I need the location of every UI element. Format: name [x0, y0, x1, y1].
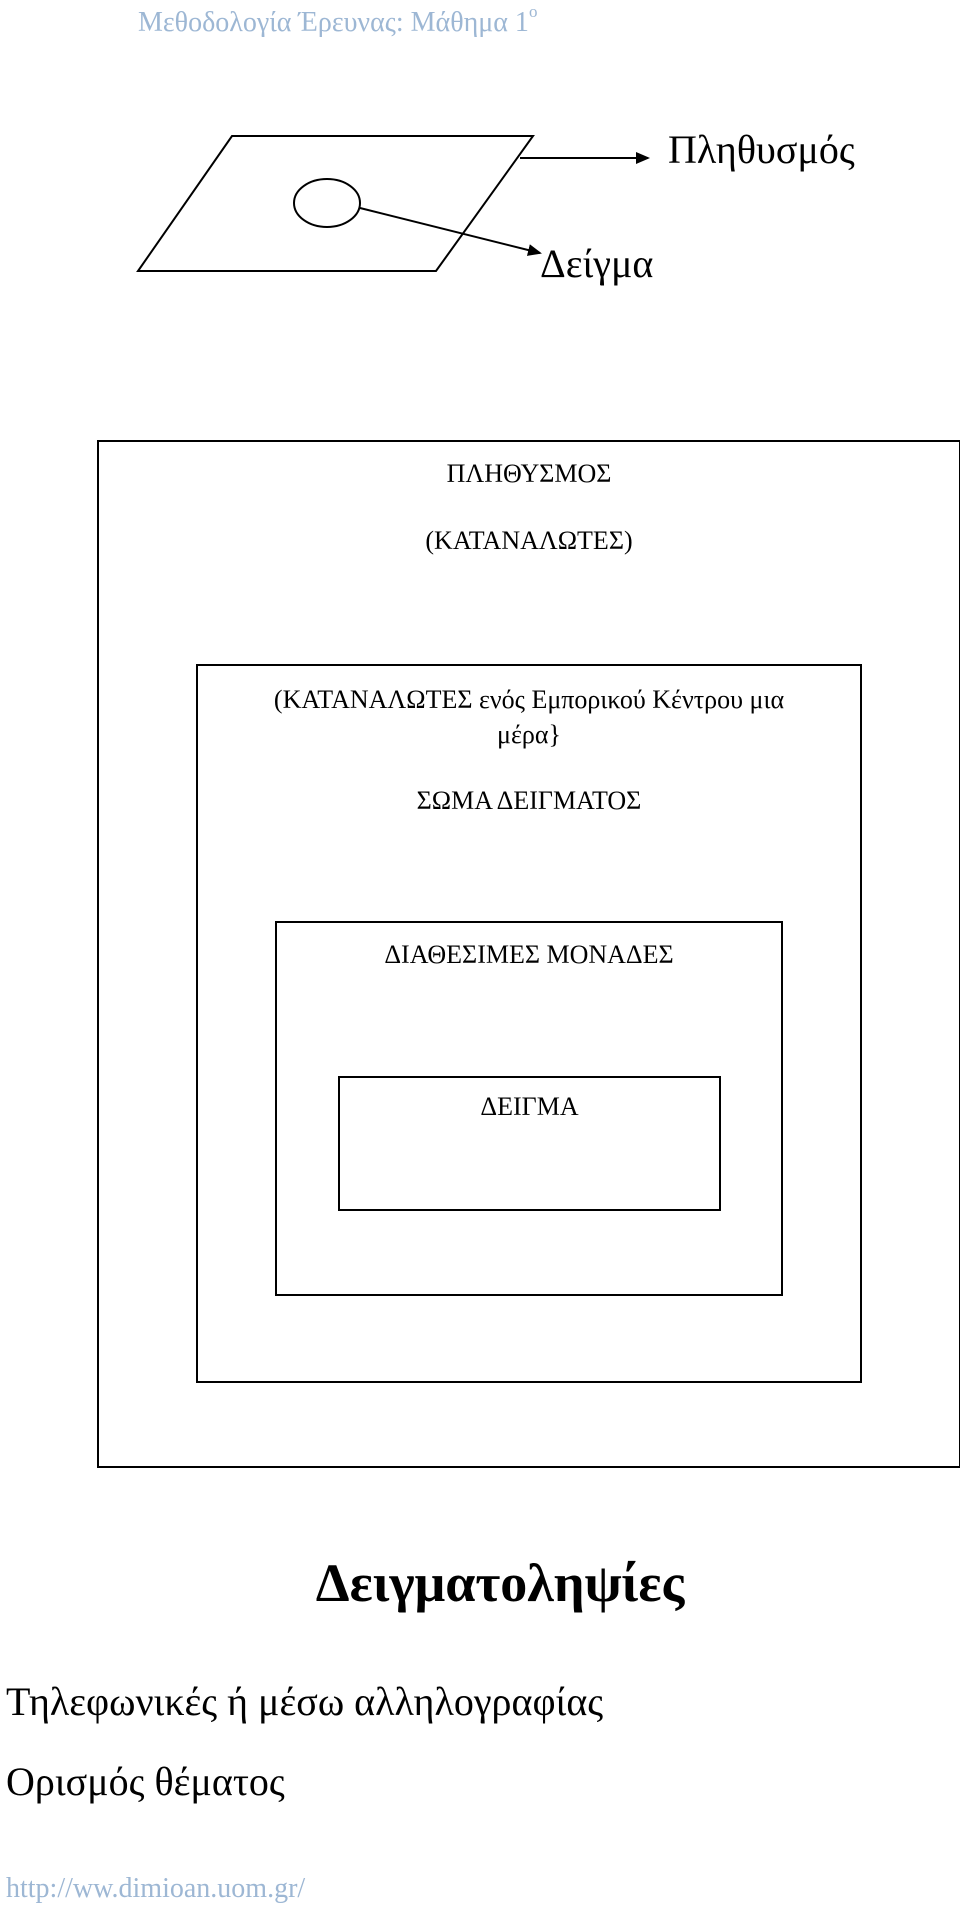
- sample-arrow: [360, 208, 540, 253]
- sample-box: [338, 1076, 721, 1211]
- population-parallelogram: [138, 136, 533, 271]
- sampling-frame-line1: (ΚΑΤΑΝΑΛΩΤΕΣ ενός Εμπορικού Κέντρου μια: [273, 685, 785, 714]
- sample-label: Δείγμα: [540, 241, 654, 286]
- body-line-topic-definition: Ορισμός θέματος: [6, 1759, 285, 1804]
- sample-box-title: ΔΕΙΓΜΑ: [480, 1092, 579, 1121]
- header-title: Μεθοδολογία Έρευνας: Μάθημα 1: [138, 7, 529, 38]
- sample-ellipse: [294, 179, 360, 227]
- population-box-subtitle: (ΚΑΤΑΝΑΛΩΤΕΣ): [425, 526, 633, 555]
- footer-url: http://ww.dimioan.uom.gr/: [6, 1873, 306, 1904]
- sampling-frame-line2: μέρα}: [497, 720, 561, 749]
- available-units-title: ΔΙΑΘΕΣΙΜΕΣ ΜΟΝΑΔΕΣ: [384, 940, 674, 969]
- section-title: Δειγματοληψίες: [315, 1553, 685, 1613]
- body-line-telephone-mail: Τηλεφωνικές ή μέσω αλληλογραφίας: [6, 1679, 604, 1724]
- population-box-title: ΠΛΗΘΥΣΜΟΣ: [446, 459, 612, 488]
- sampling-frame-title: ΣΩΜΑ ΔΕΙΓΜΑΤΟΣ: [416, 786, 642, 815]
- header-superscript: ο: [528, 2, 538, 21]
- population-label: Πληθυσμός: [668, 127, 855, 172]
